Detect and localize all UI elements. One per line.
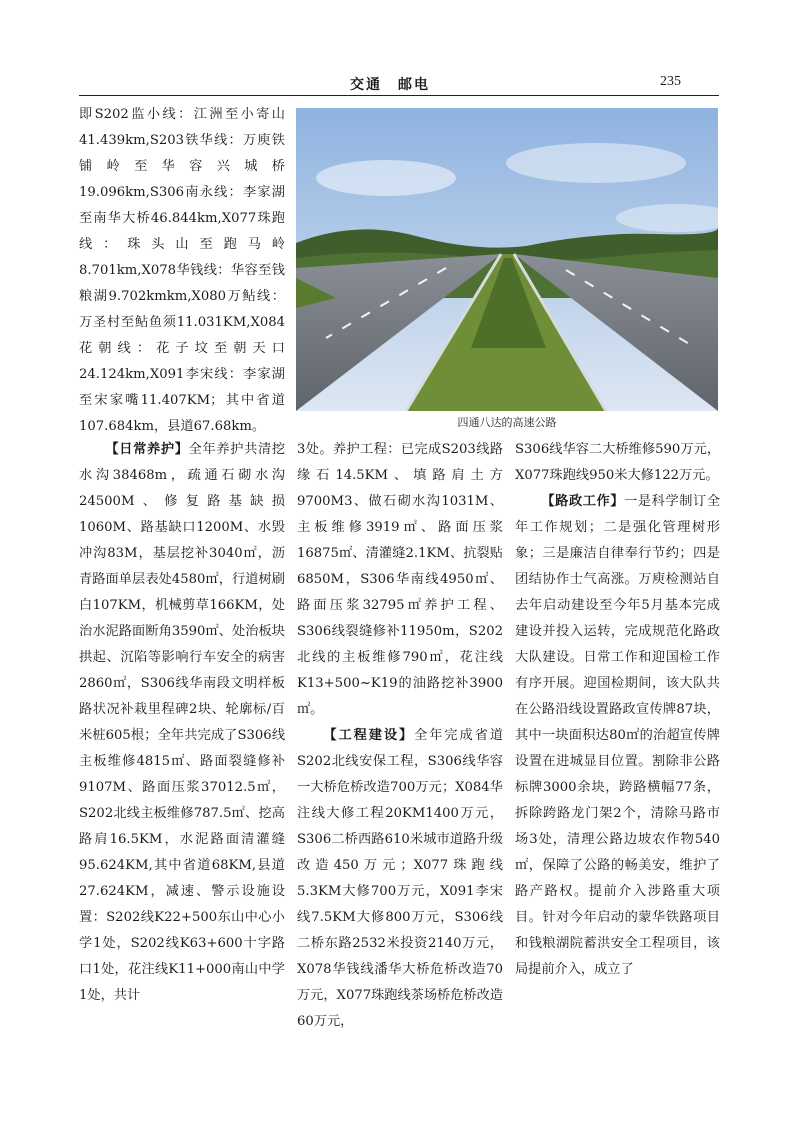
cloud — [316, 160, 456, 196]
road-admin-heading: 【路政工作】 — [541, 494, 625, 509]
cloud — [506, 143, 686, 183]
maintenance-works-paragraph: 3处。养护工程：已完成S203线路缘石14.5KM、填路肩土方9700M3、做石砌水沟1031M、主板维修3919㎡、路面压浆16875㎡、清灌缝2.1KM、抗裂贴6850M，S306华南线4950㎡、路面压浆32795㎡养护工程、S306线裂缝修补11950m，S202北线的主板维修790㎡，花注线K13+500~K19的油路挖补3900㎡。 — [297, 442, 503, 717]
road-admin-text: 一是科学制订全年工作规划；二是强化管理树形象；三是廉洁自律奉行节约；四是团结协作士气高涨。万庾检测站自去年启动建设至今年5月基本完成建设并投入运转，完成规范化路政大队建设。日常工作和迎国检工作有序开展。迎国检期间，该大队共在公路沿线设置路政宣传牌87块，其中一块面积达80㎡的治超宣传牌设置在进城显目位置。割除非公路标牌3000余块，跨路横幅77条，拆除跨路龙门架2个，清除马路市场3处，清理公路边坡农作物540㎡，保障了公路的畅美安，维护了路产路权。提前介入涉路重大项目。针对今年启动的蒙华铁路项目和钱粮湖院蓄洪安全工程项目，该局提前介入，成立了 — [515, 494, 721, 977]
highway-illustration — [296, 108, 718, 411]
engineering-continued-paragraph: S306线华容二大桥维修590万元，X077珠跑线950米大修122万元。 — [515, 442, 720, 483]
daily-maintenance-text: 全年养护共清挖水沟38468m，疏通石砌水沟24500M、修复路基缺损1060M、路基缺口1200M、水毁冲沟83M，基层挖补3040㎡，沥青路面单层表处4580㎡，行道树刷白107KM，机械剪草166KM，处治水泥路面断角3590㎡、处治板块拱起、沉陷等影响行车安全的病害2860㎡，S306线华南段文明样板路状况补栽里程碑2块、轮廓标/百米桩605根；全年共完成了S306线主板维修4815㎡、路面裂缝修补9107M、路面压浆37012.5㎡，S202北线主板维修787.5㎡、挖高路肩16.5KM，水泥路面清灌缝95.624KM,其中省道68KM,县道27.624KM，减速、警示设施设置：S202线K22+500东山中心小学1处，S202线K63+600十字路口1处，花注线K11+000南山中学1处，共计 — [79, 442, 286, 1003]
header-rule — [79, 95, 719, 96]
route-list-paragraph: 即S202监小线：江洲至小寄山41.439km,S203铁华线：万庾铁铺岭至华容兴城桥19.096km,S306南永线：李家湖至南华大桥46.844km,X077珠跑线：珠头山至跑马岭8.701km,X078华钱线：华容至钱粮湖9.702kmkm,X080万鲇线：万圣村至鲇鱼须11.031KM,X084花朝线：花子坟至朝天口24.124km,X091李宋线：李家湖至宋家嘴11.407KM；其中省道107.684km，县道67.68km。 — [79, 107, 285, 434]
road-admin-paragraph — [515, 489, 720, 983]
highway-photo — [296, 108, 718, 411]
column-1-top — [79, 102, 285, 440]
daily-maintenance-heading: 【日常养护】 — [105, 442, 189, 457]
photo-caption: 四通八达的高速公路 — [457, 416, 557, 429]
engineering-text: 全年完成省道S202北线安保工程，S306线华容一大桥危桥改造700万元；X084华注线大修工程20KM1400万元，S306二桥西路610米城市道路升级改造450万元；X077珠跑线5.3KM大修700万元，X091李宋线7.5KM大修800万元，S306线二桥东路2532米投资2140万元，X078华钱线潘华大桥危桥改造70万元，X077珠跑线茶场桥危桥改造60万元， — [297, 728, 504, 1029]
section-title: 交通 邮电 — [350, 77, 430, 93]
column-3 — [515, 437, 720, 983]
engineering-heading: 【工程建设】 — [323, 728, 415, 743]
column-1-bottom — [79, 437, 285, 1009]
page-number: 235 — [660, 74, 681, 89]
engineering-paragraph — [297, 723, 503, 1035]
column-2 — [297, 437, 503, 1035]
daily-maintenance-paragraph — [79, 437, 285, 1009]
